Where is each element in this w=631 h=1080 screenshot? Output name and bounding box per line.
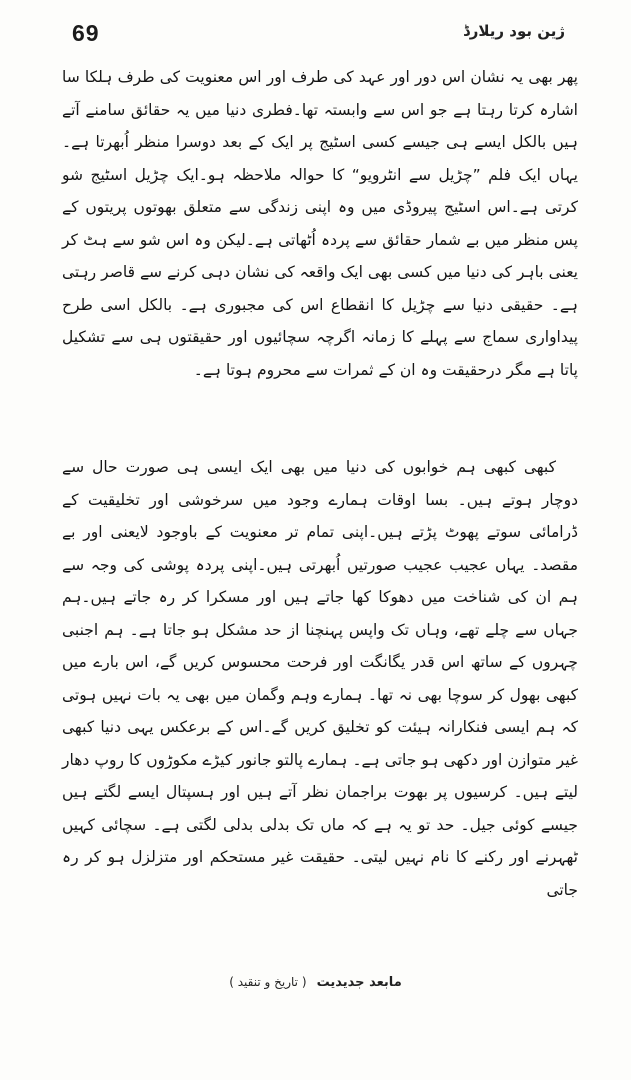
- page-number: 69: [72, 20, 100, 46]
- paragraph-1-text: پھر بھی یہ نشان اس دور اور عہد کی طرف اور اس معنویت کی طرف ہلکا سا اشارہ کرتا رہتا ہے جو اس سے وابستہ تھا۔فطری دنیا میں یہ حقائق سامنے آتے ہیں بالکل ایسے ہی جیسے کسی اسٹیج پر ایک کے بعد دوسرا منظر اُبھرتا ہے۔ یہاں ایک فلم ”چڑیل سے انٹرویو“ کا حوالہ ملاحظہ ہو۔ایک چڑیل اسٹیج شو کرتی ہے۔اس اسٹیج پیروڈی میں وہ اپنی زندگی سے متعلق بھوتوں پریتوں کے پس منظر میں بے شمار حقائق سے پردہ اُٹھاتی ہے۔لیکن وہ اس شو سے ہٹ کر یعنی باہر کی دنیا میں کسی بھی ایک واقعہ کی نشان دہی کرنے سے قاصر رہتی ہے۔ حقیقی دنیا سے چڑیل کا انقطاع اس کی مجبوری ہے۔ بالکل اسی طرح پیداواری سماج سے پہلے کا زمانہ اگرچہ سچائیوں اور حقیقتوں ہی سے تشکیل پاتا ہے مگر درحقیقت وہ ان کے ثمرات سے محروم ہوتا ہے۔: [62, 68, 578, 379]
- paragraph-1: [62, 61, 578, 386]
- paragraph-2: [62, 451, 578, 906]
- paragraph-2-text: کبھی کبھی ہم خوابوں کی دنیا میں بھی ایک ایسی ہی صورت حال سے دوچار ہوتے ہیں۔ بسا اوقات ہمارے وجود میں سرخوشی اور تخلیقیت کے ڈرامائی سوتے پھوٹ پڑتے ہیں۔اپنی تمام تر معنویت کے باوجود لایعنی اور بے مقصد۔ یہاں عجیب عجیب صورتیں اُبھرتی ہیں۔اپنی پردہ پوشی کی وجہ سے ہم ان کی شناخت میں دھوکا کھا جاتے ہیں اور مسکرا کر رہ جاتے ہیں۔ہم جہاں سے چلے تھے، وہاں تک واپس پہنچنا از حد مشکل ہو جاتا ہے۔ ہم اجنبی چہروں کے ساتھ اس قدر یگانگت اور فرحت محسوس کریں گے، اس بارے میں کبھی بھول کر سوچا بھی نہ تھا۔ ہمارے وہم وگمان میں بھی یہ بات نہیں ہوتی کہ ہم ایسی فنکارانہ ہیئت کو تخلیق کریں گے۔اس کے برعکس یہی دنیا کبھی غیر متوازن اور دکھی ہو جاتی ہے۔ ہمارے پالتو جانور کیڑے مکوڑوں کا روپ دھار لیتے ہیں۔ کرسیوں پر بھوت براجمان نظر آتے ہیں اور ہسپتال ایسے لگتے ہیں جیسے کوئی جیل۔ حد تو یہ ہے کہ ماں تک بدلی بدلی لگتی ہے۔ سچائی کہیں ٹھہرنے اور رکنے کا نام نہیں لیتی۔ حقیقت غیر مستحکم اور متزلزل ہو کر رہ جاتی: [62, 458, 578, 899]
- page-footer: [0, 975, 631, 990]
- footer-subtitle: ( تاریخ و تنقید ): [229, 975, 307, 989]
- footer-book-title: مابعد جدیدیت: [316, 975, 402, 990]
- running-title: ژین بود ریلارڈ: [463, 22, 565, 40]
